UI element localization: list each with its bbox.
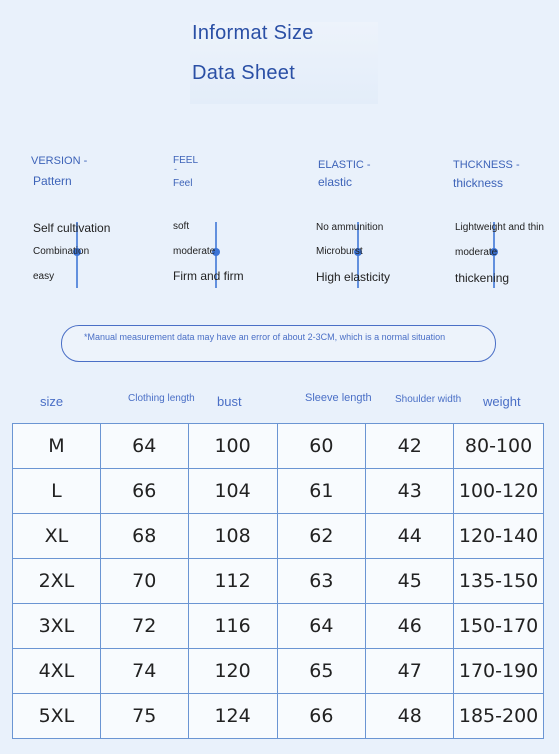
sleeve-length-cell: 66 [277, 694, 366, 739]
bust-cell: 100 [188, 424, 277, 469]
table-row [13, 559, 544, 604]
weight-cell: 80-100 [454, 424, 544, 469]
elastic-option: High elasticity [316, 270, 391, 284]
size-cell: 3XL [13, 604, 101, 649]
sleeve-length-cell: 62 [277, 514, 366, 559]
feel-dash: - [174, 164, 177, 174]
version-heading: VERSION - [31, 155, 88, 167]
version-option: Combination [33, 246, 90, 257]
bust-cell: 116 [188, 604, 277, 649]
elastic-heading: ELASTIC - [318, 159, 371, 171]
weight-cell: 100-120 [454, 469, 544, 514]
weight-cell: 135-150 [454, 559, 544, 604]
clothing-length-cell: 75 [100, 694, 188, 739]
version-option: easy [33, 271, 55, 282]
weight-cell: 170-190 [454, 649, 544, 694]
weight-cell: 120-140 [454, 514, 544, 559]
title-block [190, 22, 378, 104]
shoulder-width-cell: 43 [366, 469, 454, 514]
size-table [12, 423, 544, 739]
column-header-size: size [40, 394, 64, 409]
bust-cell: 124 [188, 694, 277, 739]
feel-option: soft [173, 221, 190, 232]
elastic-option: No ammunition [316, 222, 384, 233]
column-header-clothing-length: Clothing length [128, 393, 195, 404]
table-row [13, 604, 544, 649]
sleeve-length-cell: 61 [277, 469, 366, 514]
table-row [13, 514, 544, 559]
thickness-option: thickening [455, 271, 510, 285]
size-cell: 4XL [13, 649, 101, 694]
feel-option: Firm and firm [173, 269, 244, 283]
elastic-subheading: elastic [318, 175, 353, 189]
table-row [13, 424, 544, 469]
size-cell: 5XL [13, 694, 101, 739]
column-header-sleeve-length: Sleeve length [305, 392, 372, 404]
shoulder-width-cell: 42 [366, 424, 454, 469]
sleeve-length-cell: 63 [277, 559, 366, 604]
clothing-length-cell: 64 [100, 424, 188, 469]
sleeve-length-cell: 65 [277, 649, 366, 694]
sleeve-length-cell: 60 [277, 424, 366, 469]
version-option: Self cultivation [33, 221, 111, 235]
shoulder-width-cell: 47 [366, 649, 454, 694]
size-cell: XL [13, 514, 101, 559]
thickness-option: moderate [455, 247, 498, 258]
column-header-shoulder-width: Shoulder width [395, 394, 462, 405]
thickness-subheading: thickness [453, 176, 504, 190]
thickness-heading: THCKNESS - [453, 159, 520, 171]
shoulder-width-cell: 45 [366, 559, 454, 604]
page-title-line-2: Data Sheet [192, 62, 296, 84]
column-header-bust: bust [217, 394, 242, 409]
shoulder-width-cell: 44 [366, 514, 454, 559]
table-row [13, 649, 544, 694]
clothing-length-cell: 74 [100, 649, 188, 694]
shoulder-width-cell: 48 [366, 694, 454, 739]
elastic-option: Microburst [316, 246, 363, 257]
weight-cell: 185-200 [454, 694, 544, 739]
clothing-length-cell: 72 [100, 604, 188, 649]
bust-cell: 120 [188, 649, 277, 694]
measurement-note: *Manual measurement data may have an error of about 2-3CM, which is a normal situation [84, 332, 446, 342]
feel-subheading: Feel [173, 178, 193, 189]
clothing-length-cell: 68 [100, 514, 188, 559]
measurement-note-box [61, 325, 496, 362]
clothing-length-cell: 66 [100, 469, 188, 514]
column-header-weight: weight [483, 394, 521, 409]
table-row [13, 469, 544, 514]
table-row [13, 694, 544, 739]
page-title-line-1: Informat Size [192, 22, 314, 44]
feel-option: moderate [173, 246, 216, 257]
bust-cell: 108 [188, 514, 277, 559]
size-cell: 2XL [13, 559, 101, 604]
clothing-length-cell: 70 [100, 559, 188, 604]
bust-cell: 104 [188, 469, 277, 514]
thickness-option: Lightweight and thin [455, 222, 544, 233]
weight-cell: 150-170 [454, 604, 544, 649]
bust-cell: 112 [188, 559, 277, 604]
shoulder-width-cell: 46 [366, 604, 454, 649]
sleeve-length-cell: 64 [277, 604, 366, 649]
feel-heading: FEEL [173, 155, 199, 166]
size-cell: L [13, 469, 101, 514]
version-subheading: Pattern [33, 174, 72, 188]
size-cell: M [13, 424, 101, 469]
